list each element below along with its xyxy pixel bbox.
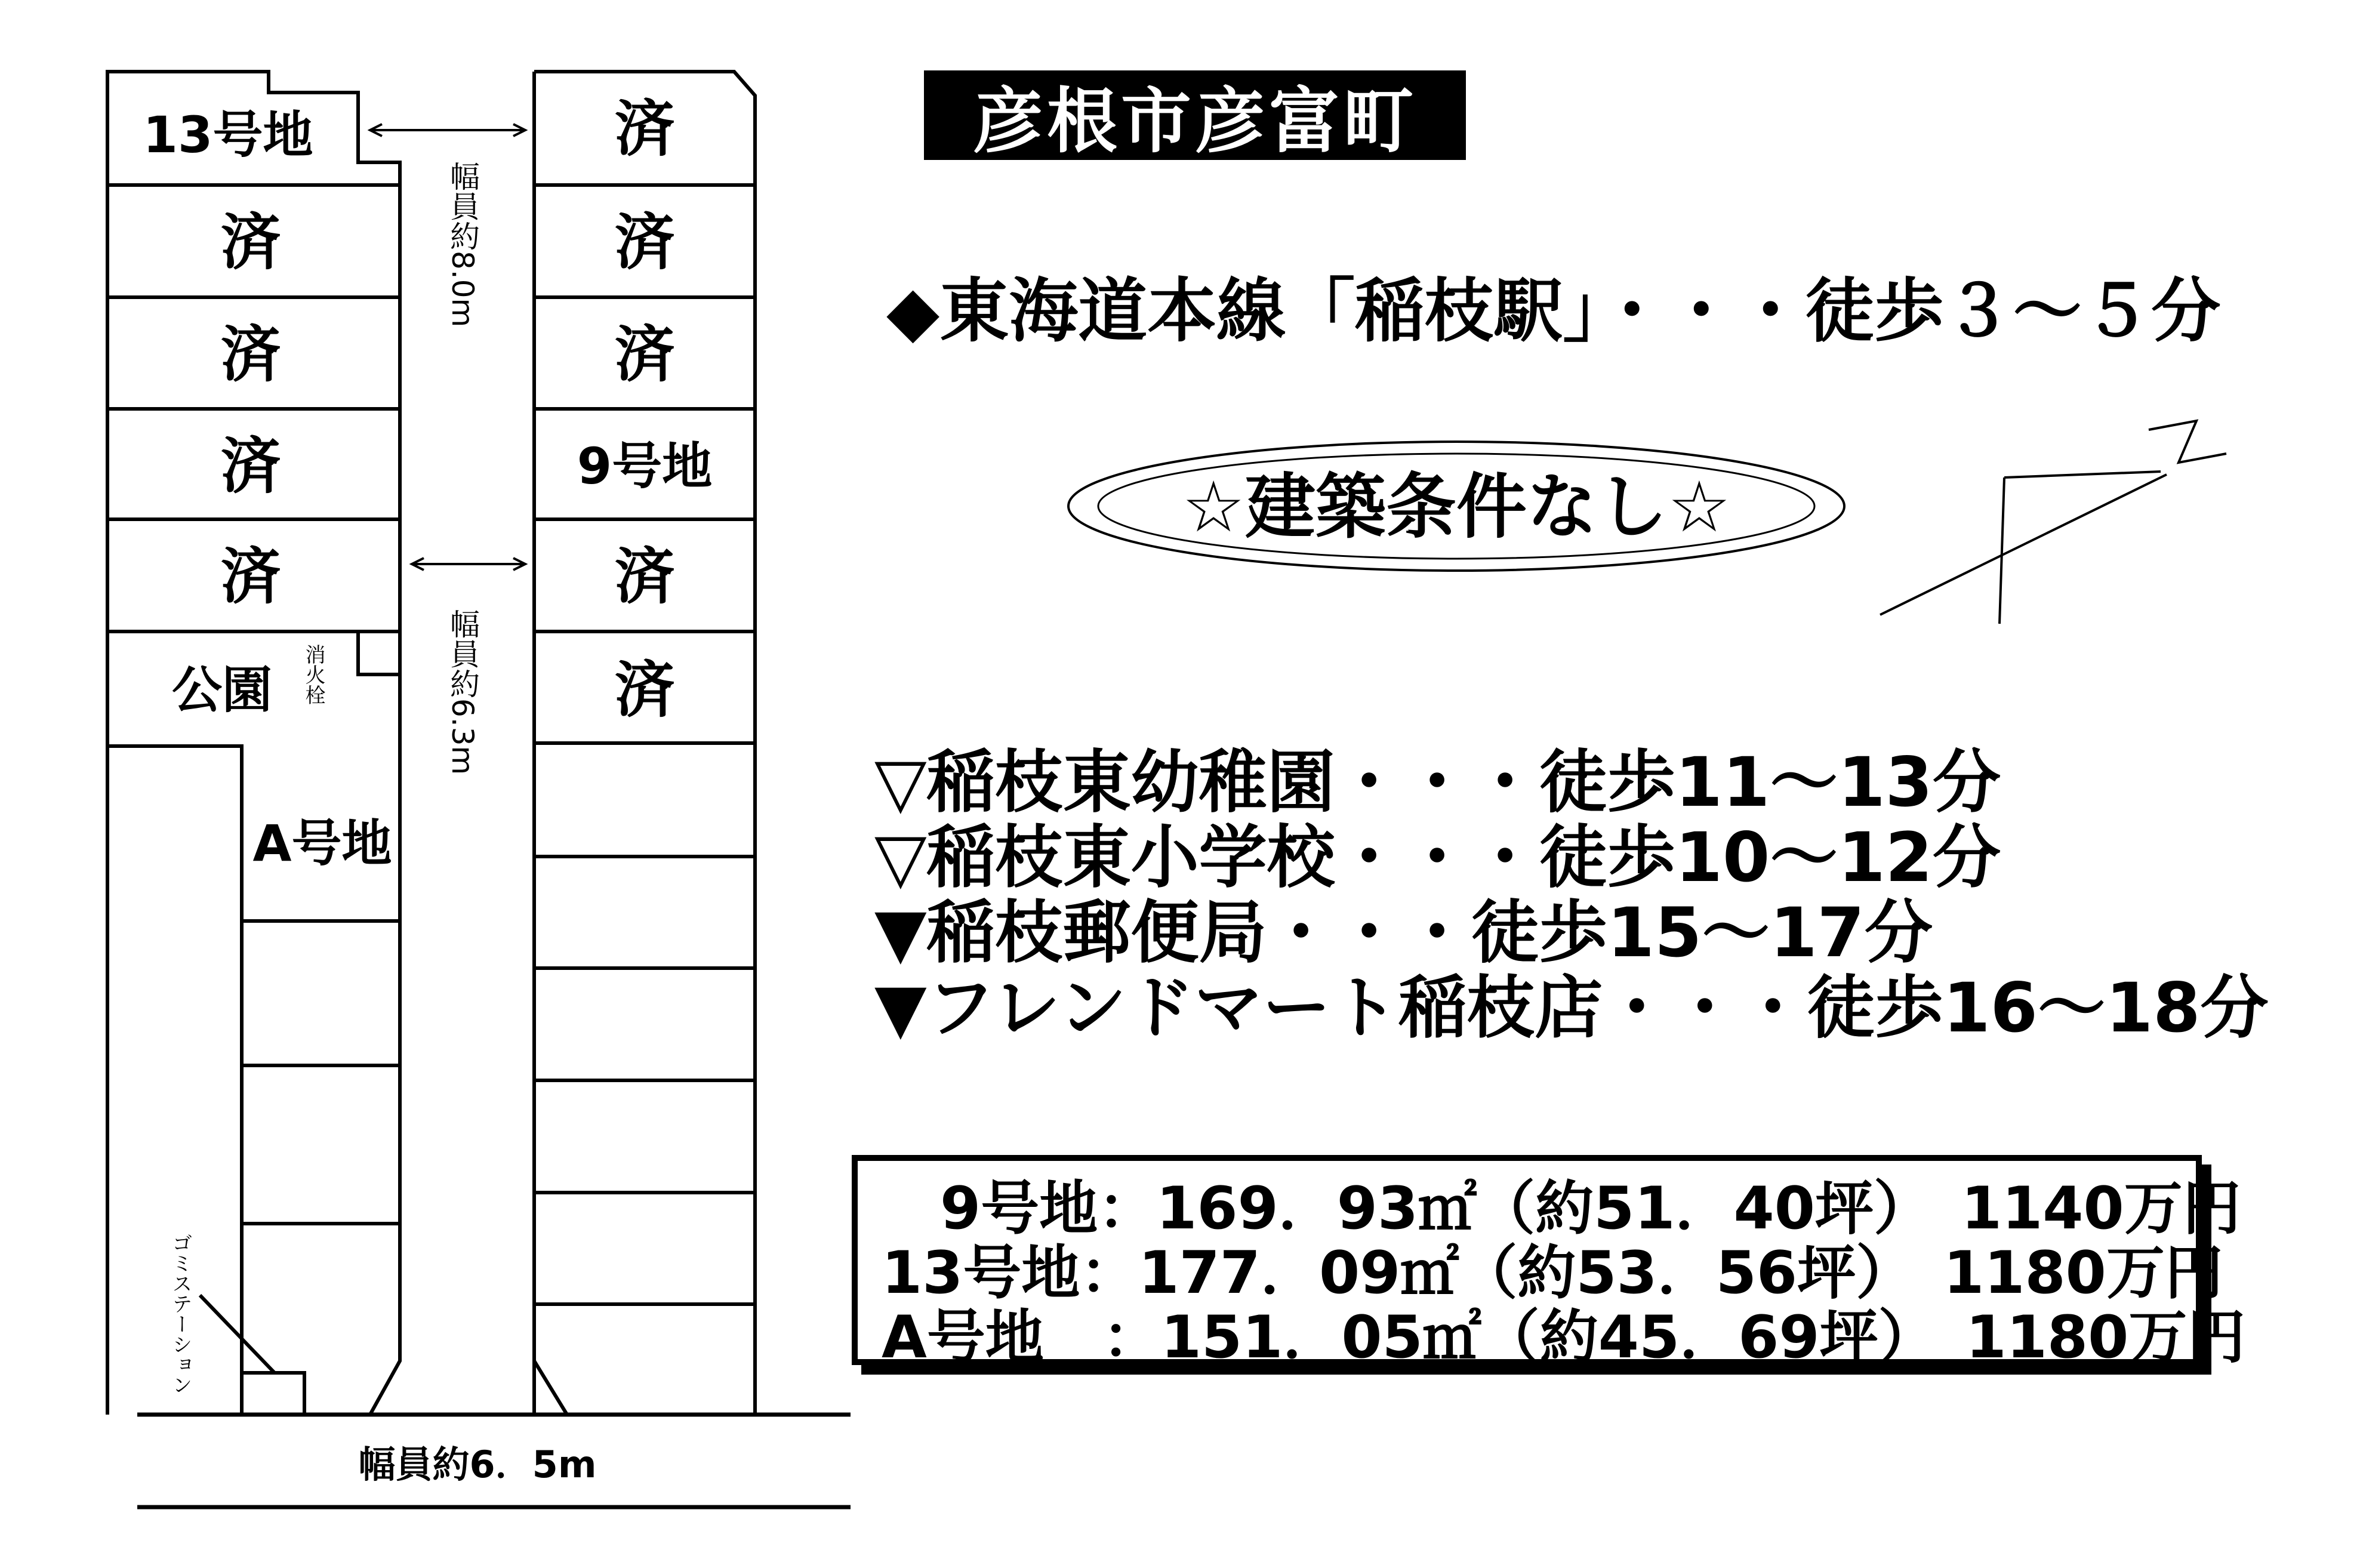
- condition-badge: ☆建築条件なし☆: [1182, 466, 1731, 548]
- right-lot-1-label: 済: [615, 94, 674, 164]
- price-row: 13号地：177．09㎡（約53．56坪） 1180万円: [882, 1239, 2223, 1307]
- right-lot-2-label: 済: [615, 207, 674, 277]
- price-row: 9号地：169．93㎡（約51．40坪） 1140万円: [882, 1175, 2241, 1243]
- garbage-station-label: ゴミステーション: [168, 1233, 192, 1395]
- park-label: 公園: [171, 661, 273, 719]
- nearby-item: ▼稲枝郵便局・・・徒歩15～17分: [874, 893, 1933, 972]
- left-lot-4-label: 済: [221, 431, 281, 501]
- price-row: A号地 ：151．05㎡（約45．69坪） 1180万円: [882, 1304, 2246, 1372]
- hydrant-label: 消火栓: [301, 644, 325, 705]
- nearby-item: ▽稲枝東小学校・・・徒歩10～12分: [874, 818, 2001, 897]
- nearby-facilities: [874, 745, 2269, 1046]
- left-lot-5-label: 済: [221, 541, 281, 611]
- north-arrow-icon: [1880, 421, 2226, 624]
- right-lot-5-label: 済: [615, 541, 674, 611]
- left-lot-2-label: 済: [221, 207, 281, 277]
- lot-13-label: 13号地: [143, 106, 313, 164]
- lot-a-label: A号地: [252, 814, 392, 873]
- nearby-item: ▼フレンドマート稲枝店・・・徒歩16～18分: [874, 968, 2269, 1048]
- lot-9-label: 9号地: [577, 437, 713, 495]
- road-mid-width: 幅員約6.3m: [445, 609, 480, 775]
- left-lot-3-label: 済: [221, 319, 281, 389]
- road-bottom-width: 幅員約6．5m: [358, 1443, 597, 1486]
- road-top-width: 幅員約8.0m: [445, 161, 480, 328]
- right-lot-3-label: 済: [615, 319, 674, 389]
- page-title: 彦根市彦富町: [924, 70, 1466, 160]
- price-table: [852, 1155, 2246, 1372]
- right-lot-6-label: 済: [615, 655, 674, 725]
- nearby-item: ▽稲枝東幼稚園・・・徒歩11～13分: [874, 743, 2001, 822]
- station-access: ◆東海道本線「稲枝駅」・・・徒歩３～５分: [886, 271, 2221, 352]
